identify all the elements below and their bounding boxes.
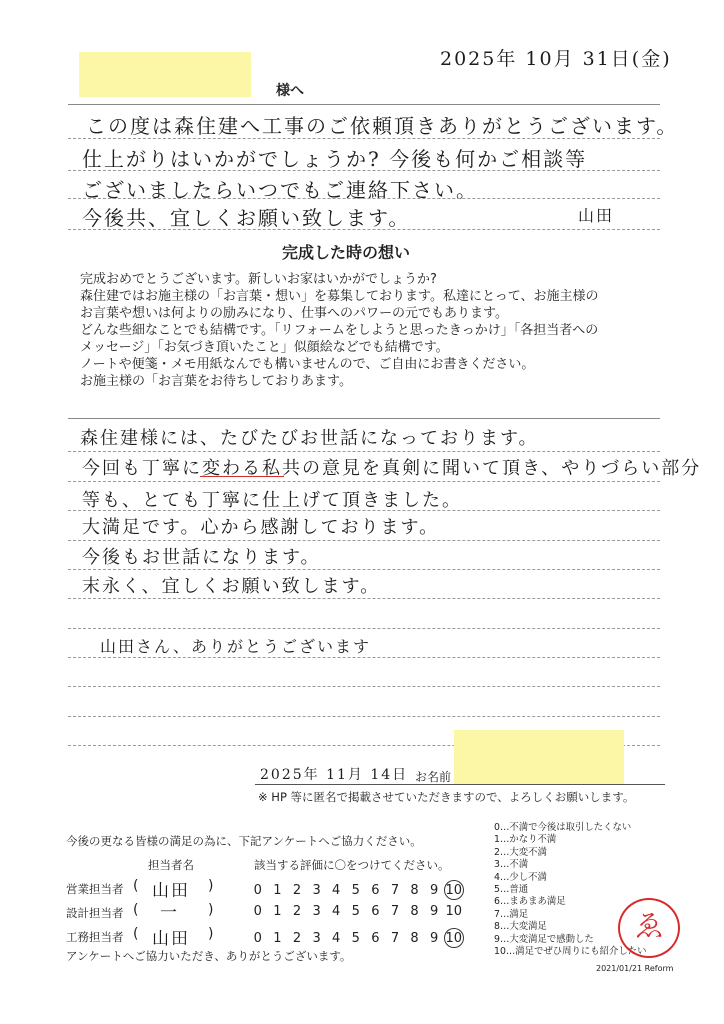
- rule-m5: [68, 569, 660, 570]
- form-version: 2021/01/21 Reform: [596, 964, 674, 973]
- legend-5: 5…普通: [494, 884, 529, 896]
- rating-scale-design: [248, 904, 464, 919]
- score-6[interactable]: 6: [371, 883, 380, 898]
- score-6[interactable]: 6: [371, 904, 380, 919]
- message-line-4: 大満足です。心から感謝しております。: [82, 517, 440, 538]
- paren-open-2: (: [133, 902, 139, 918]
- score-1[interactable]: 1: [273, 883, 282, 898]
- paren-open-1: (: [133, 878, 139, 894]
- rule-3: [68, 198, 660, 199]
- redacted-recipient-name: [79, 52, 251, 97]
- rule-m9: [68, 686, 660, 687]
- intro-line-2: 森住建ではお施主様の「お言葉・想い」を募集しております。私達にとって、お施主様の: [80, 289, 599, 304]
- paren-close-3: ): [208, 926, 214, 942]
- score-3[interactable]: 3: [312, 931, 321, 946]
- message-line-1: 森住建様には、たびたびお世話になっております。: [80, 428, 539, 449]
- rating-scale-construction: [248, 928, 464, 948]
- score-8[interactable]: 8: [410, 931, 419, 946]
- legend-8: 8…大変満足: [494, 921, 547, 933]
- survey-col-staff: 担当者名: [148, 858, 194, 872]
- rule-m6: [68, 598, 660, 599]
- score-5[interactable]: 5: [351, 931, 360, 946]
- legend-0: 0…不満で今後は取引したくない: [494, 822, 632, 833]
- rule-m7: [68, 628, 660, 629]
- rule-m1: [68, 451, 660, 452]
- score-1[interactable]: 1: [273, 904, 282, 919]
- role-sales: 営業担当者: [66, 882, 124, 896]
- message-date: 2025年 11月 14日: [260, 767, 409, 783]
- message-line-3: 等も、とても丁寧に仕上げて頂きました。: [82, 490, 462, 511]
- intro-line-6: ノートや便箋・メモ用紙なんでも構いませんので、ご自由にお書きください。: [80, 357, 535, 372]
- score-6[interactable]: 6: [371, 931, 380, 946]
- letter-line-1: この度は森住建へ工事のご依頼頂きありがとうございます。: [86, 114, 679, 138]
- score-7[interactable]: 7: [390, 931, 400, 946]
- name-label: お名前: [415, 770, 452, 784]
- score-1[interactable]: 1: [273, 931, 282, 946]
- score-4[interactable]: 4: [332, 931, 341, 946]
- intro-line-4: どんな些細なことでも結構です。「リフォームをしようと思ったきっかけ」「各担当者への: [80, 323, 599, 338]
- message-line-2: 今回も丁寧に変わる私共の意見を真剣に聞いて頂き、やりづらい部分: [82, 458, 702, 479]
- score-5[interactable]: 5: [351, 883, 360, 898]
- staff-design-name: 一: [160, 903, 179, 923]
- rule-m3: [68, 510, 660, 511]
- letter-line-3: ございましたらいつでもご連絡下さい。: [82, 178, 478, 202]
- approval-stamp: [618, 898, 680, 958]
- legend-2: 2…大変不満: [494, 846, 547, 858]
- rule-m4: [68, 540, 660, 541]
- score-10-selected[interactable]: 10: [444, 928, 464, 948]
- score-9[interactable]: 9: [430, 883, 439, 898]
- legend-4: 4…少し不満: [494, 871, 547, 883]
- score-3[interactable]: 3: [312, 904, 321, 919]
- message-line-5: 今後もお世話になります。: [82, 547, 321, 568]
- role-design: 設計担当者: [66, 906, 124, 920]
- score-2[interactable]: 2: [292, 931, 302, 946]
- legend-9: 9…大変満足で感動した: [494, 933, 594, 945]
- rule-1: [68, 138, 660, 139]
- legend-7: 7…満足: [494, 908, 529, 920]
- letter-line-2: 仕上がりはいかがでしょうか? 今後も何かご相談等: [82, 147, 588, 171]
- rule-0: [68, 104, 660, 105]
- survey-intro: 今後の更なる皆様の満足の為に、下記アンケートへご協力ください。: [66, 834, 422, 848]
- rule-m2: [68, 481, 660, 482]
- role-construction: 工務担当者: [66, 930, 124, 944]
- message-underline: [200, 476, 284, 477]
- intro-line-1: 完成おめでとうございます。新しいお家はいかがでしょうか?: [80, 272, 437, 287]
- survey-col-rating: 該当する評価に〇をつけてください。: [254, 858, 450, 872]
- score-10[interactable]: 10: [445, 904, 462, 919]
- score-4[interactable]: 4: [332, 904, 341, 919]
- section-title: 完成した時の想い: [282, 243, 411, 262]
- legend-10: 10…満足でぜひ周りにも紹介したい: [494, 946, 647, 958]
- score-3[interactable]: 3: [312, 883, 321, 898]
- rule-m10: [68, 716, 660, 717]
- paren-open-3: (: [133, 926, 139, 942]
- score-7[interactable]: 7: [390, 883, 400, 898]
- message-top-rule: [68, 418, 660, 419]
- score-8[interactable]: 8: [410, 883, 419, 898]
- legend-1: 1…かなり不満: [494, 834, 557, 846]
- score-0[interactable]: 0: [253, 931, 262, 946]
- score-2[interactable]: 2: [292, 883, 302, 898]
- rule-m8: [68, 657, 660, 658]
- intro-line-3: お言葉や想いは何よりの励みになり、仕事へのパワーの元でもあります。: [80, 306, 508, 321]
- intro-line-5: メッセージ」「お気づき頂いたこと」似顔絵などでも結構です。: [80, 340, 449, 355]
- score-9[interactable]: 9: [430, 904, 439, 919]
- redacted-customer-name: [454, 730, 624, 785]
- letter-line-4: 今後共、宜しくお願い致します。: [82, 206, 411, 230]
- rule-2: [68, 170, 660, 171]
- recipient-honorific: 様へ: [276, 83, 304, 99]
- paren-close-2: ): [208, 902, 214, 918]
- score-4[interactable]: 4: [332, 883, 341, 898]
- anonymity-note: ※ HP 等に匿名で掲載させていただきますので、よろしくお願いします。: [258, 790, 635, 804]
- intro-paragraph: [80, 271, 598, 390]
- letter-signature: 山田: [578, 206, 615, 225]
- score-2[interactable]: 2: [292, 904, 302, 919]
- score-0[interactable]: 0: [253, 883, 262, 898]
- score-7[interactable]: 7: [390, 904, 400, 919]
- score-8[interactable]: 8: [410, 904, 419, 919]
- staff-construction-name: 山田: [152, 929, 190, 949]
- intro-line-7: お施主様の「お言葉をお待ちしておりあます。: [80, 374, 352, 389]
- name-underline: [255, 784, 665, 785]
- survey-thanks: アンケートへご協力いただき、ありがとうございます。: [66, 949, 352, 963]
- score-9[interactable]: 9: [430, 931, 439, 946]
- paren-close-1: ): [208, 878, 214, 894]
- stamp-glyph: ゑ: [634, 909, 664, 944]
- legend-3: 3…不満: [494, 859, 529, 871]
- rating-scale-sales: [248, 880, 464, 900]
- rule-4: [68, 229, 660, 230]
- staff-sales-name: 山田: [152, 881, 190, 901]
- message-line-8: 山田さん、ありがとうございます: [100, 637, 371, 656]
- letter-date: 2025年 10月 31日(金): [440, 48, 672, 70]
- score-10-selected[interactable]: 10: [444, 880, 464, 900]
- score-0[interactable]: 0: [253, 904, 262, 919]
- legend-6: 6…まあまあ満足: [494, 896, 566, 908]
- score-5[interactable]: 5: [351, 904, 360, 919]
- message-line-6: 末永く、宜しくお願い致します。: [82, 576, 381, 597]
